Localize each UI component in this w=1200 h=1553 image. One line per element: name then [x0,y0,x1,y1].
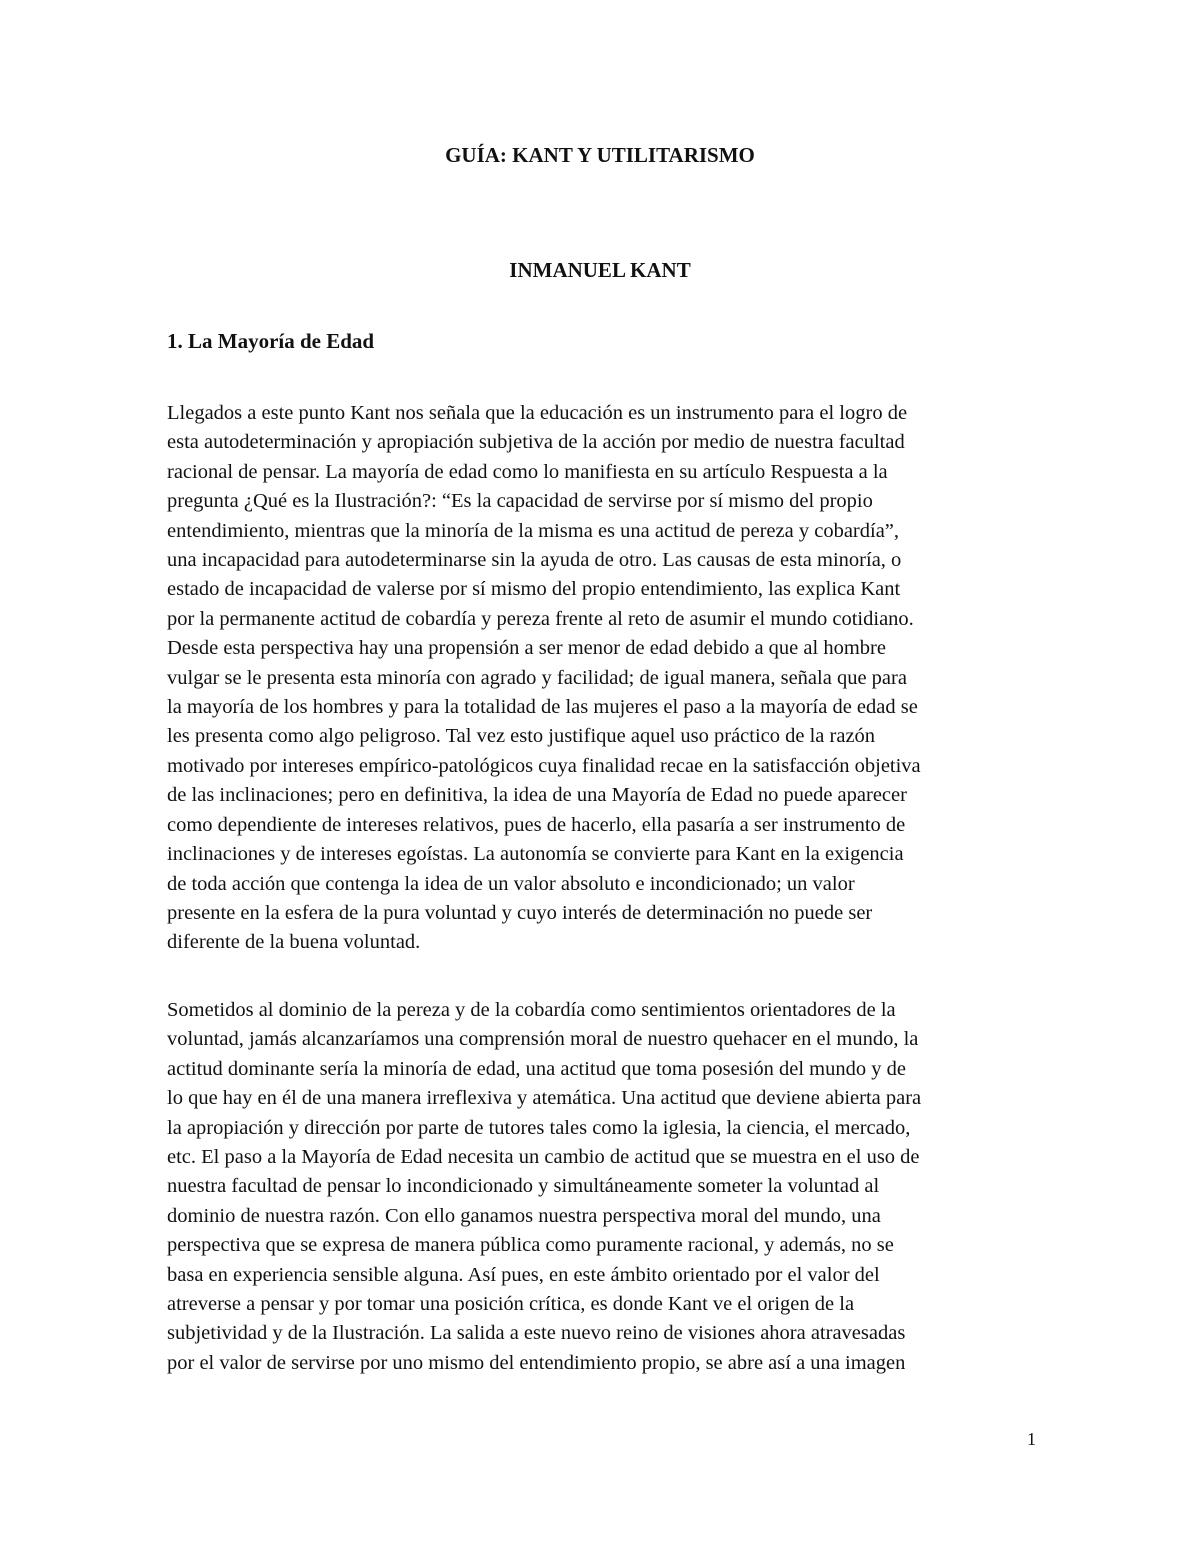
paragraph-line: como dependiente de intereses relativos, pues de hacerlo, ella pasaría a ser instrumento de [167,813,906,836]
paragraph-line: la apropiación y dirección por parte de tutores tales como la iglesia, la ciencia, el mercado, [167,1116,911,1139]
paragraph-line: dominio de nuestra razón. Con ello ganamos nuestra perspectiva moral del mundo, una [167,1204,881,1227]
paragraph-line: atreverse a pensar y por tomar una posición crítica, es donde Kant ve el origen de la [167,1293,855,1316]
paragraph-line: esta autodeterminación y apropiación subjetiva de la acción por medio de nuestra facultad [167,431,905,454]
paragraph-line: presente en la esfera de la pura voluntad y cuyo interés de determinación no puede ser [167,901,873,924]
paragraph-line: Llegados a este punto Kant nos señala que la educación es un instrumento para el logro de [167,402,908,424]
paragraph-line: racional de pensar. La mayoría de edad como lo manifiesta en su artículo Respuesta a la [167,460,888,483]
paragraph-line: basa en experiencia sensible alguna. Así pues, en este ámbito orientado por el valor del [167,1263,880,1286]
paragraph-line: por la permanente actitud de cobardía y pereza frente al reto de asumir el mundo cotidiano. [167,607,914,630]
paragraph-line: inclinaciones y de intereses egoístas. La autonomía se convierte para Kant en la exigencia [167,843,904,866]
paragraph-line: pregunta ¿Qué es la Ilustración?: “Es la capacidad de servirse por sí mismo del propio [167,490,873,513]
author-heading: INMANUEL KANT [509,258,691,282]
paragraph-line: la mayoría de los hombres y para la totalidad de las mujeres el paso a la mayoría de edad se [167,696,918,719]
paragraph-line: Sometidos al dominio de la pereza y de la cobardía como sentimientos orientadores de la [167,999,896,1021]
paragraph-line: subjetividad y de la Ilustración. La salida a este nuevo reino de visiones ahora atravesadas [167,1322,906,1345]
paragraph-line: de las inclinaciones; pero en definitiva, la idea de una Mayoría de Edad no puede aparecer [167,784,907,807]
paragraph-line: entendimiento, mientras que la minoría de la misma es una actitud de pereza y cobardía”, [167,519,900,542]
paragraph-line: actitud dominante sería la minoría de edad, una actitud que toma posesión del mundo y de [167,1057,906,1080]
paragraph-line: etc. El paso a la Mayoría de Edad necesita un cambio de actitud que se muestra en el uso de [167,1146,920,1169]
paragraph-line: Desde esta perspectiva hay una propensión a ser menor de edad debido a que al hombre [167,637,886,660]
section-heading: 1. La Mayoría de Edad [167,329,375,353]
paragraph-line: vulgar se le presenta esta minoría con agrado y facilidad; de igual manera, señala que para [167,666,907,689]
paragraph-line: una incapacidad para autodeterminarse sin la ayuda de otro. Las causas de esta minoría, o [167,549,902,572]
paragraph-line: de toda acción que contenga la idea de un valor absoluto e incondicionado; un valor [167,872,855,895]
document-title: GUÍA: KANT Y UTILITARISMO [445,143,755,167]
paragraph-line: nuestra facultad de pensar lo incondicionado y simultáneamente someter la voluntad al [167,1175,880,1198]
paragraph-line: voluntad, jamás alcanzaríamos una comprensión moral de nuestro quehacer en el mundo, la [167,1028,919,1051]
paragraph-2 [167,996,1037,1378]
paragraph-1 [167,399,1037,958]
paragraph-line: motivado por intereses empírico-patológicos cuya finalidad recae en la satisfacción objetiva [167,754,921,777]
paragraph-line: lo que hay en él de una manera irreflexiva y atemática. Una actitud que deviene abierta para [167,1087,922,1110]
paragraph-line: perspectiva que se expresa de manera pública como puramente racional, y además, no se [167,1234,894,1257]
paragraph-line: por el valor de servirse por uno mismo del entendimiento propio, se abre así a una imagen [167,1351,906,1374]
page-number: 1 [1027,1429,1036,1449]
paragraph-line: diferente de la buena voluntad. [167,931,421,954]
paragraph-line: estado de incapacidad de valerse por sí mismo del propio entendimiento, las explica Kant [167,578,901,601]
paragraph-line: les presenta como algo peligroso. Tal vez esto justifique aquel uso práctico de la razón [167,725,876,748]
